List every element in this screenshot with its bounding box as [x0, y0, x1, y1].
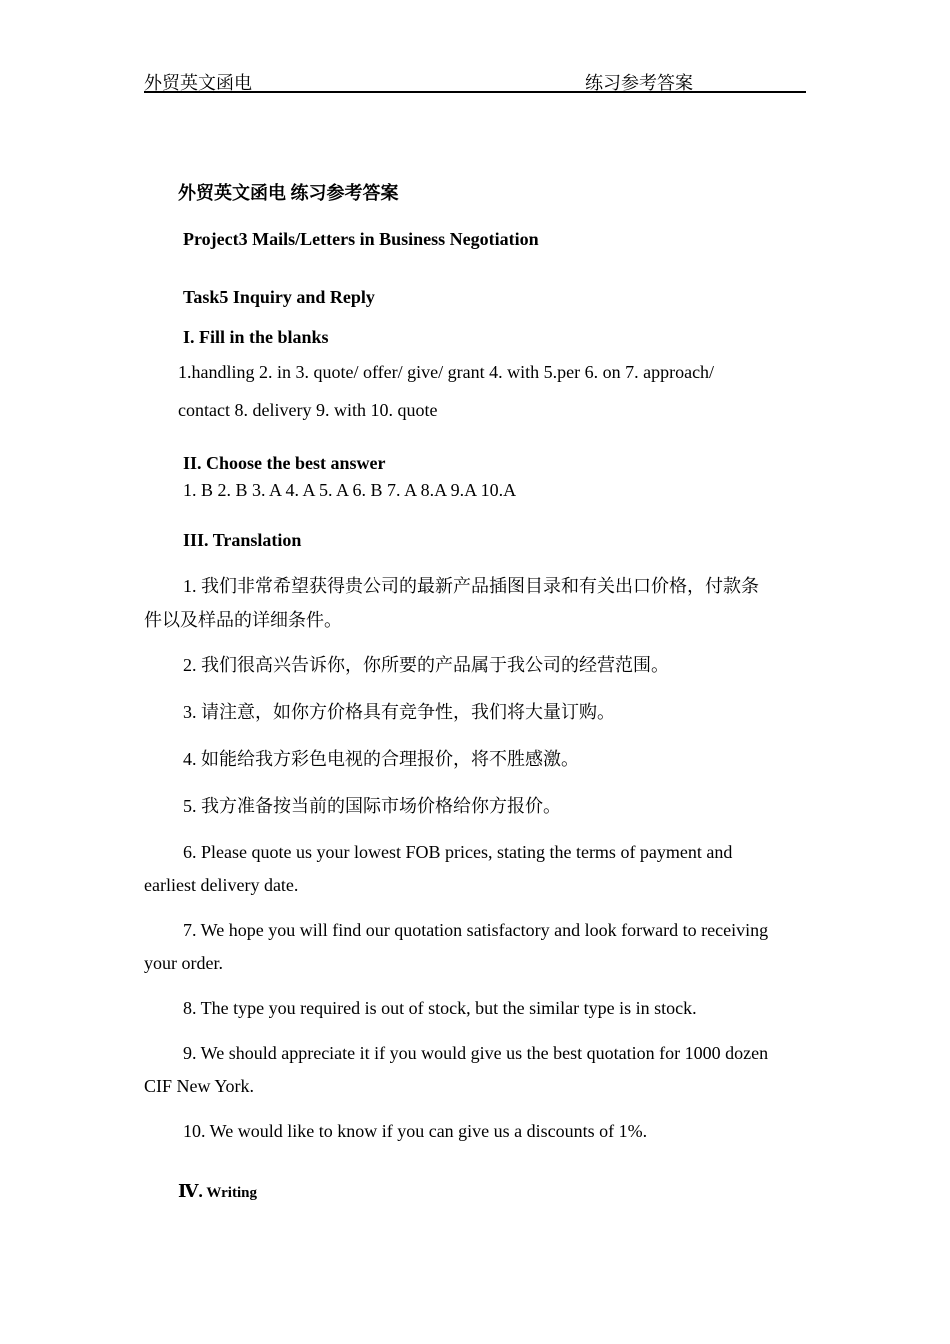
translation-item-1-line1: 1. 我们非常希望获得贵公司的最新产品插图目录和有关出口价格，付款条: [183, 576, 759, 596]
page-header: [144, 66, 806, 93]
translation-item-6-line2: earliest delivery date.: [144, 875, 299, 895]
project-heading: Project3 Mails/Letters in Business Negotiation: [183, 229, 539, 249]
translation-item-2: 2. 我们很高兴告诉你，你所要的产品属于我公司的经营范围。: [183, 655, 669, 675]
translation-item-5: 5. 我方准备按当前的国际市场价格给你方报价。: [183, 796, 561, 816]
choose-answers: 1. B 2. B 3. A 4. A 5. A 6. B 7. A 8.A 9.A 10.A: [183, 480, 517, 500]
section-choose-heading: II. Choose the best answer: [183, 453, 386, 473]
section-translation-heading: III. Translation: [183, 530, 302, 550]
fill-blanks-answers-line2: contact 8. delivery 9. with 10. quote: [178, 400, 438, 420]
translation-item-6-line1: 6. Please quote us your lowest FOB prices, stating the terms of payment and: [183, 842, 733, 862]
document-title: 外贸英文函电 练习参考答案: [178, 183, 399, 203]
section-fill-blanks-heading: I. Fill in the blanks: [183, 327, 329, 347]
translation-item-9-line1: 9. We should appreciate it if you would give us the best quotation for 1000 dozen: [183, 1043, 769, 1063]
translation-item-3: 3. 请注意，如你方价格具有竞争性，我们将大量订购。: [183, 702, 615, 722]
task-heading: Task5 Inquiry and Reply: [183, 287, 375, 307]
translation-item-4: 4. 如能给我方彩色电视的合理报价，将不胜感激。: [183, 749, 579, 769]
section-writing-heading: [178, 1180, 257, 1204]
translation-item-1-line2: 件以及样品的详细条件。: [144, 610, 342, 630]
translation-item-9-line2: CIF New York.: [144, 1076, 255, 1096]
section-writing-numeral: Ⅳ.: [178, 1181, 203, 1201]
translation-item-8: 8. The type you required is out of stock, but the similar type is in stock.: [183, 998, 697, 1018]
translation-item-7-line1: 7. We hope you will find our quotation satisfactory and look forward to receiving: [183, 920, 769, 940]
header-left-title: 外贸英文函电: [144, 73, 252, 93]
header-right-title: 练习参考答案: [585, 73, 693, 93]
section-writing-label: Writing: [202, 1185, 257, 1201]
translation-item-10: 10. We would like to know if you can give us a discounts of 1%.: [183, 1121, 648, 1141]
fill-blanks-answers-line1: 1.handling 2. in 3. quote/ offer/ give/ grant 4. with 5.per 6. on 7. approach/: [178, 362, 715, 382]
translation-item-7-line2: your order.: [144, 953, 223, 973]
